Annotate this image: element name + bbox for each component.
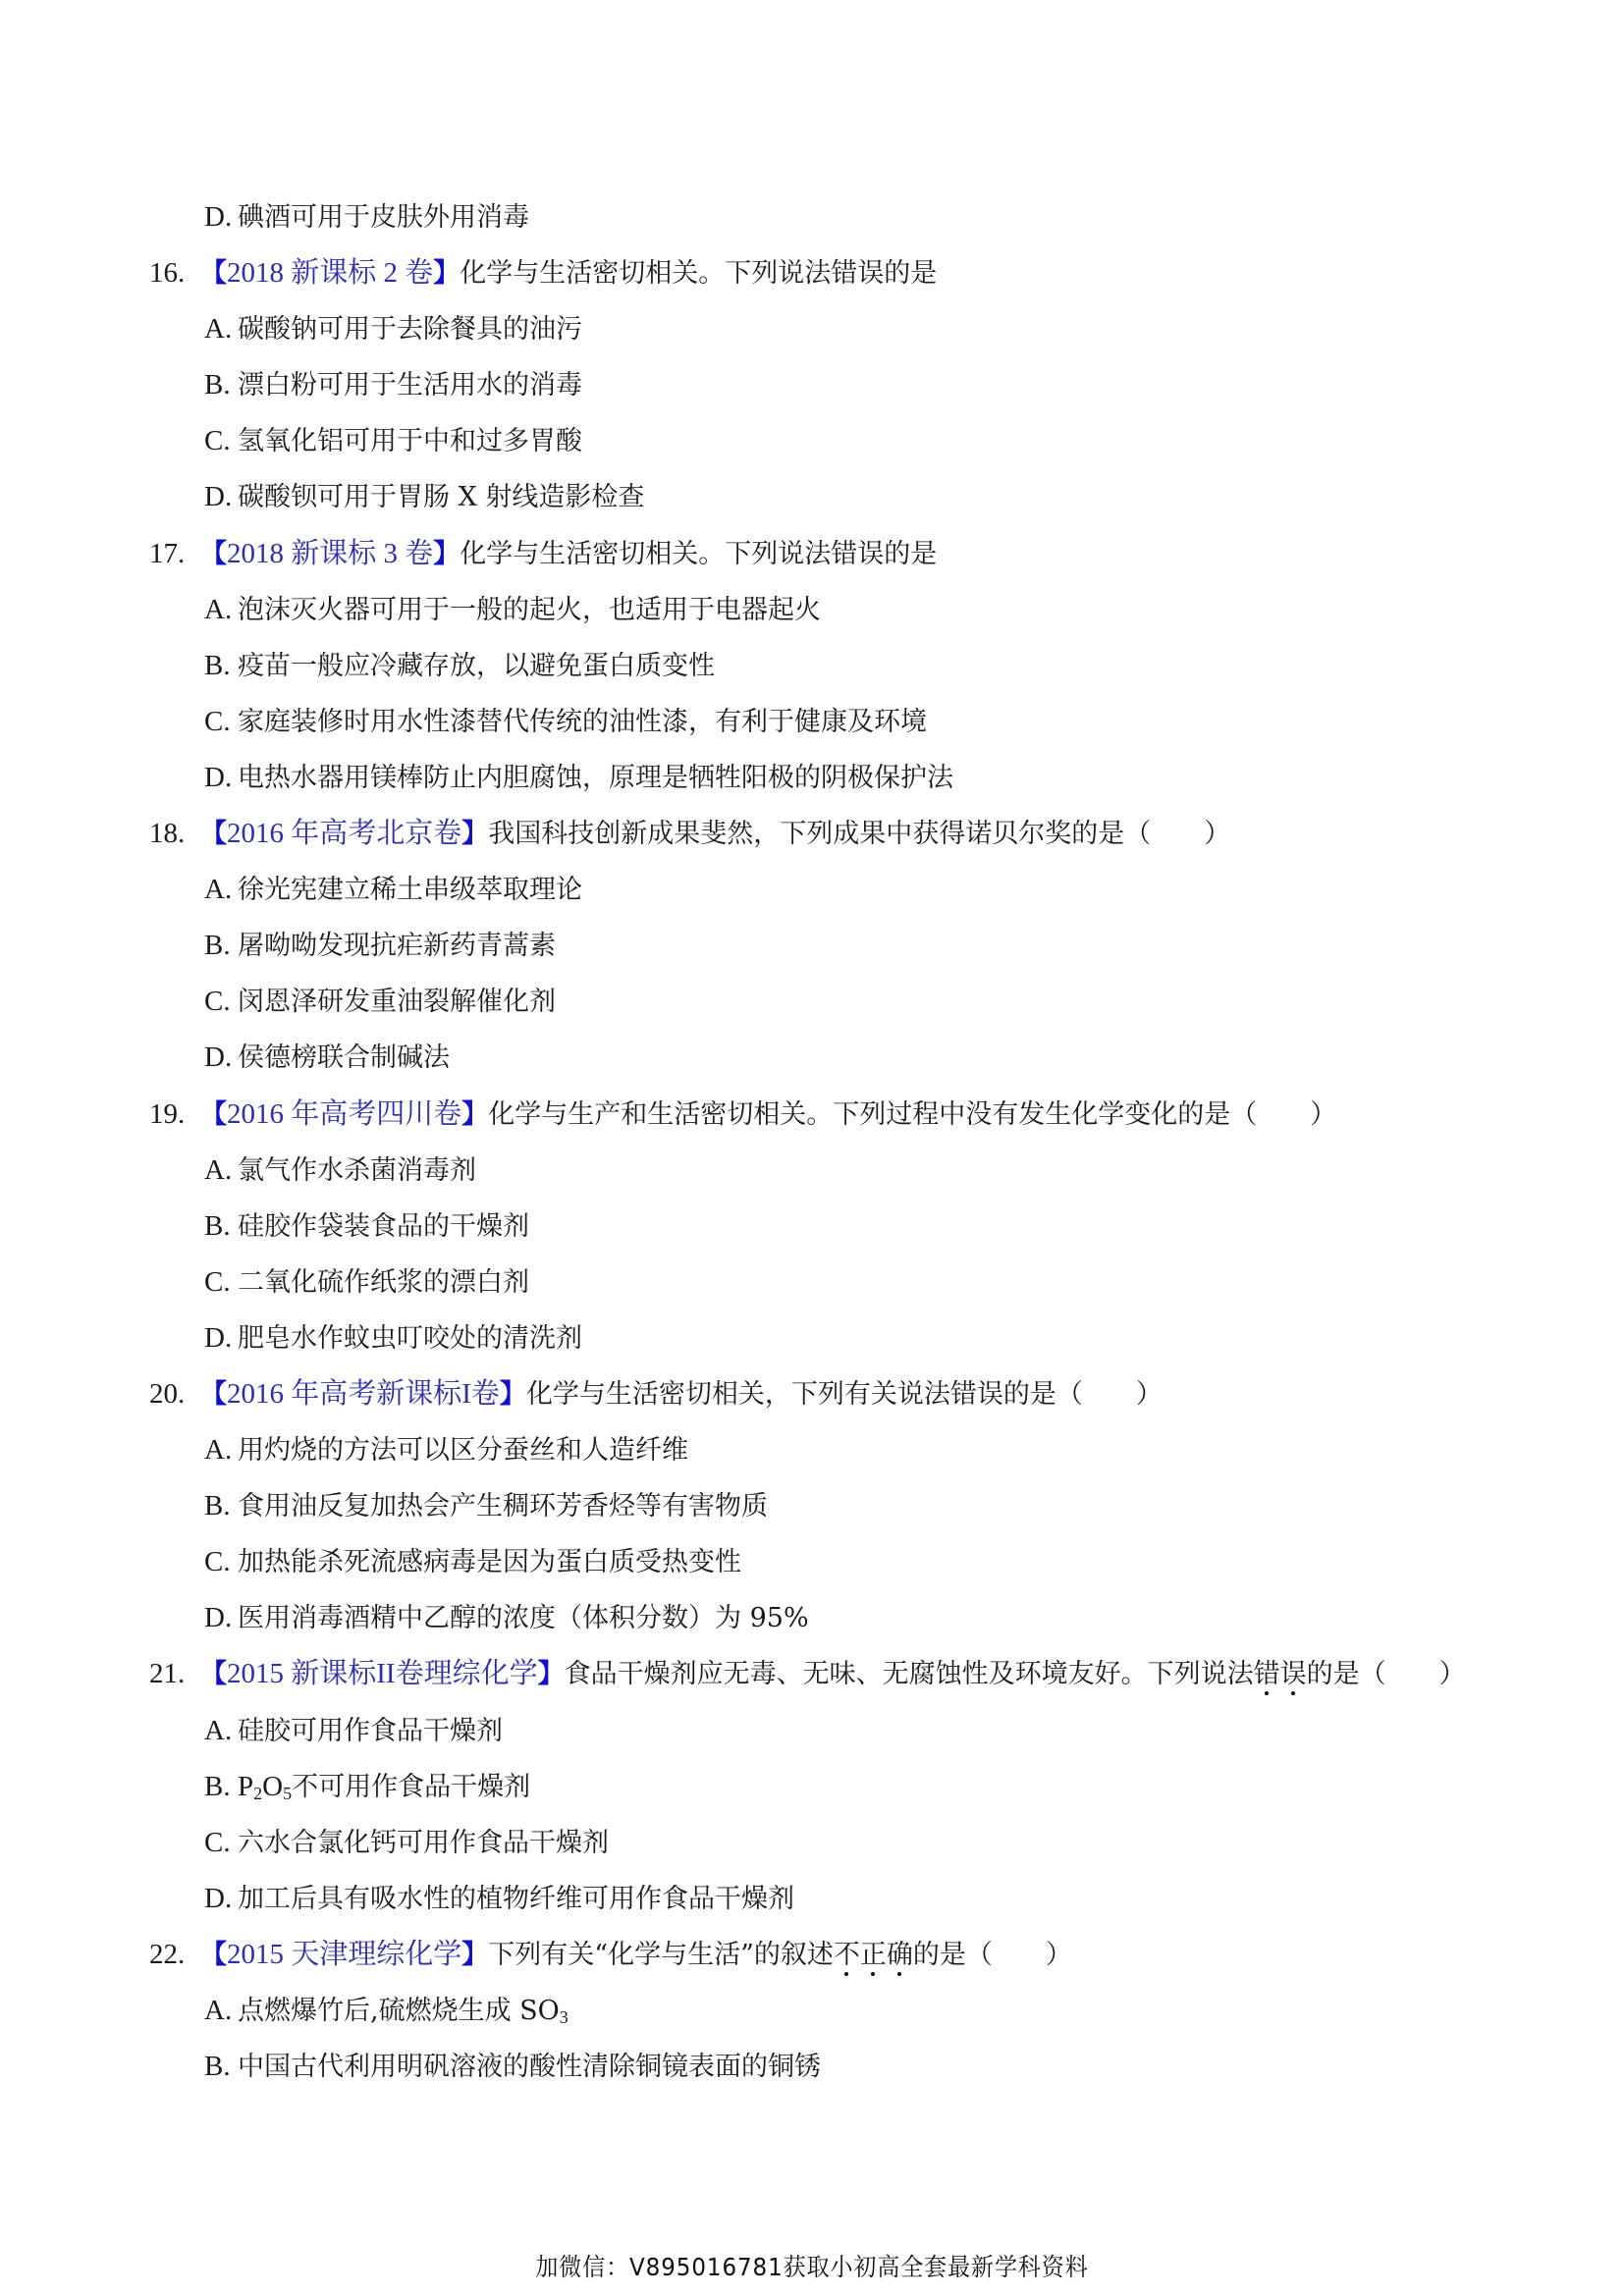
option-text: 漂白粉可用于生活用水的消毒 [238, 370, 582, 401]
question-source [200, 258, 460, 289]
question-21-option-d [0, 1871, 1624, 1927]
bracket-close: 】 [461, 1939, 489, 1970]
question-20-option-c [0, 1534, 1624, 1590]
source-label: 2016 年高考北京卷 [227, 818, 462, 850]
option-letter: B. [204, 369, 231, 401]
option-letter: C. [204, 1265, 231, 1298]
option-text: 硅胶可用作食品干燥剂 [238, 1715, 503, 1746]
option-letter: D. [204, 1321, 233, 1354]
question-21-option-c [0, 1815, 1624, 1871]
question-18-option-a [0, 862, 1624, 918]
option-letter: A. [204, 1714, 233, 1746]
option-text: 中国古代利用明矾溶液的酸性清除铜镜表面的铜锈 [238, 2052, 821, 2083]
option-letter: D. [204, 1041, 233, 1074]
option-letter: B. [204, 649, 231, 681]
question-20-option-a [0, 1422, 1624, 1478]
option-letter: A. [204, 874, 233, 906]
source-label: 2015 新课标II卷理综化学 [227, 1658, 538, 1690]
option-text: 六水合氯化钙可用作食品干燥剂 [238, 1827, 609, 1858]
option-letter: A. [204, 1153, 233, 1186]
question-text: 化学与生活密切相关，下列有关说法错误的是 [525, 1378, 1056, 1410]
source-label: 2016 年高考新课标I卷 [227, 1377, 500, 1410]
option-text: 屠呦呦发现抗疟新药青蒿素 [238, 931, 556, 962]
emphasis-char: 误 [1279, 1659, 1307, 1690]
formula-element: O [262, 1770, 284, 1802]
option-letter: C. [204, 425, 231, 457]
option-letter: C. [204, 1826, 231, 1858]
question-19-option-d [0, 1310, 1624, 1366]
question-16-stem [0, 245, 1624, 301]
question-18-option-c [0, 974, 1624, 1030]
option-text: 加热能杀死流感病毒是因为蛋白质受热变性 [238, 1547, 741, 1578]
question-source [200, 1099, 488, 1130]
bracket-open: 【 [200, 1378, 227, 1410]
question-22-option-a [0, 1983, 1624, 2039]
option-text: 闵恩泽研发重油裂解催化剂 [238, 987, 556, 1018]
answer-blank: （ ） [1230, 1098, 1337, 1129]
question-number: 22. [149, 1938, 186, 1970]
option-text: 家庭装修时用水性漆替代传统的油性漆，有利于健康及环境 [238, 706, 927, 737]
option-letter: D. [204, 1882, 233, 1914]
option-letter: B. [204, 1209, 231, 1242]
option-text: 氢氧化铝可用于中和过多胃酸 [238, 426, 582, 457]
option-letter: C. [204, 1546, 231, 1578]
question-18-option-b [0, 918, 1624, 974]
question-source [200, 539, 460, 569]
question-source [200, 1379, 526, 1410]
question-20-stem [0, 1366, 1624, 1422]
question-number: 20. [149, 1377, 186, 1410]
question-19-stem [0, 1087, 1624, 1143]
option-text: 硅胶作袋装食品的干燥剂 [238, 1210, 529, 1242]
question-17-option-c [0, 694, 1624, 750]
question-text-tail: 的是 [1306, 1659, 1360, 1690]
question-21-option-b [0, 1759, 1624, 1815]
question-16-option-c [0, 413, 1624, 469]
question-text: 化学与生活密切相关。下列说法错误的是 [460, 258, 938, 290]
bracket-close: 】 [461, 819, 489, 850]
answer-blank: （ ） [1359, 1659, 1466, 1689]
question-21-option-a [0, 1703, 1624, 1759]
option-text: 碘酒可用于皮肤外用消毒 [238, 202, 529, 233]
formula-subscript: 2 [253, 1783, 263, 1803]
option-letter: B. [204, 2051, 231, 2083]
bracket-close: 】 [433, 538, 460, 569]
question-18-stem [0, 806, 1624, 862]
question-17-option-a [0, 582, 1624, 638]
option-text: 医用消毒酒精中乙醇的浓度（体积分数）为 95% [238, 1603, 809, 1634]
option-letter: A. [204, 1995, 233, 2026]
option-letter: D. [204, 761, 233, 793]
question-21-stem [0, 1646, 1624, 1702]
question-22-stem [0, 1927, 1624, 1983]
option-letter: B. [204, 1490, 231, 1522]
emphasis-char: 不 [833, 1939, 860, 1970]
question-text: 下列有关“化学与生活”的叙述 [488, 1939, 834, 1970]
question-text: 我国科技创新成果斐然，下列成果中获得诺贝尔奖的是 [488, 819, 1125, 850]
question-20-option-d [0, 1590, 1624, 1646]
option-letter: C. [204, 705, 231, 737]
option-letter: A. [204, 593, 233, 625]
formula-element: P [238, 1770, 254, 1802]
option-letter: B. [204, 930, 231, 962]
question-number: 17. [149, 537, 186, 569]
question-source [200, 1659, 565, 1689]
footer-watermark: 加微信：V895016781获取小初高全套最新学科资料 [535, 2253, 1089, 2281]
option-text: 侯德榜联合制碱法 [238, 1042, 450, 1074]
option-text: 食用油反复加热会产生稠环芳香烃等有害物质 [238, 1491, 768, 1522]
bracket-close: 】 [461, 1098, 489, 1130]
option-text: 加工后具有吸水性的植物纤维可用作食品干燥剂 [238, 1883, 794, 1914]
option-text: 碳酸钡可用于胃肠 X 射线造影检查 [238, 482, 645, 513]
bracket-open: 【 [200, 1939, 227, 1970]
bracket-open: 【 [200, 1659, 227, 1690]
question-text: 食品干燥剂应无毒、无味、无腐蚀性及环境友好。下列说法 [564, 1659, 1254, 1690]
bracket-open: 【 [200, 258, 227, 290]
question-text: 化学与生产和生活密切相关。下列过程中没有发生化学变化的是 [488, 1098, 1231, 1130]
option-text: 二氧化硫作纸浆的漂白剂 [238, 1266, 529, 1298]
option-letter: D. [204, 1602, 233, 1634]
formula-subscript: 3 [559, 2007, 568, 2027]
option-letter: B. [204, 1770, 231, 1802]
bracket-open: 【 [200, 1098, 227, 1130]
emphasis-char: 确 [886, 1939, 913, 1970]
option-text: 电热水器用镁棒防止内胆腐蚀，原理是牺牲阳极的阴极保护法 [238, 762, 953, 793]
question-17-stem [0, 526, 1624, 582]
emphasis-char: 错 [1253, 1659, 1280, 1690]
question-20-option-b [0, 1478, 1624, 1534]
question-number: 19. [149, 1097, 186, 1130]
question-19-option-c [0, 1255, 1624, 1310]
option-letter: C. [204, 986, 231, 1018]
source-label: 2015 天津理综化学 [227, 1938, 462, 1970]
option-letter: D. [204, 201, 233, 233]
question-source [200, 1940, 488, 1970]
question-18-option-d [0, 1030, 1624, 1086]
bracket-open: 【 [200, 538, 227, 569]
question-text: 化学与生活密切相关。下列说法错误的是 [460, 538, 938, 569]
emphasis-char: 正 [859, 1939, 887, 1970]
question-17-option-d [0, 750, 1624, 806]
option-letter: A. [204, 313, 233, 346]
option-text: 徐光宪建立稀土串级萃取理论 [238, 875, 582, 906]
question-number: 21. [149, 1658, 186, 1690]
formula-subscript: 5 [283, 1783, 293, 1803]
option-text: 用灼烧的方法可以区分蚕丝和人造纤维 [238, 1435, 688, 1467]
question-19-option-b [0, 1199, 1624, 1255]
bracket-open: 【 [200, 819, 227, 850]
question-source [200, 819, 488, 849]
source-label: 2018 新课标 3 卷 [227, 537, 434, 569]
question-list [0, 189, 1624, 2095]
question-16-option-b [0, 357, 1624, 413]
option-text: 不可用作食品干燥剂 [292, 1771, 531, 1802]
source-label: 2016 年高考四川卷 [227, 1097, 462, 1130]
question-17-option-b [0, 638, 1624, 694]
option-letter: D. [204, 481, 233, 513]
question-16-option-d [0, 469, 1624, 525]
question-22-option-b [0, 2039, 1624, 2095]
bracket-close: 】 [433, 258, 460, 290]
question-16-option-a [0, 301, 1624, 357]
bracket-close: 】 [499, 1378, 526, 1410]
question-19-option-a [0, 1143, 1624, 1199]
option-text: 疫苗一般应冷藏存放，以避免蛋白质变性 [238, 650, 715, 681]
option-text: 氯气作水杀菌消毒剂 [238, 1154, 476, 1186]
option-letter: A. [204, 1434, 233, 1467]
question-number: 18. [149, 818, 186, 850]
answer-blank: （ ） [1124, 819, 1231, 849]
option-text: 泡沫灭火器可用于一般的起火，也适用于电器起火 [238, 594, 821, 625]
option-d-carryover [0, 189, 1624, 245]
bracket-close: 】 [537, 1659, 565, 1690]
chemical-formula [238, 1771, 292, 1802]
option-text: 碳酸钠可用于去除餐具的油污 [238, 314, 582, 346]
question-number: 16. [149, 257, 186, 290]
option-text: 点燃爆竹后,硫燃烧生成 SO [238, 1996, 560, 2026]
option-text: 肥皂水作蚊虫叮咬处的清洗剂 [238, 1322, 582, 1354]
question-text-tail: 的是 [912, 1939, 966, 1970]
source-label: 2018 新课标 2 卷 [227, 257, 434, 290]
answer-blank: （ ） [965, 1939, 1072, 1969]
answer-blank: （ ） [1056, 1378, 1163, 1409]
